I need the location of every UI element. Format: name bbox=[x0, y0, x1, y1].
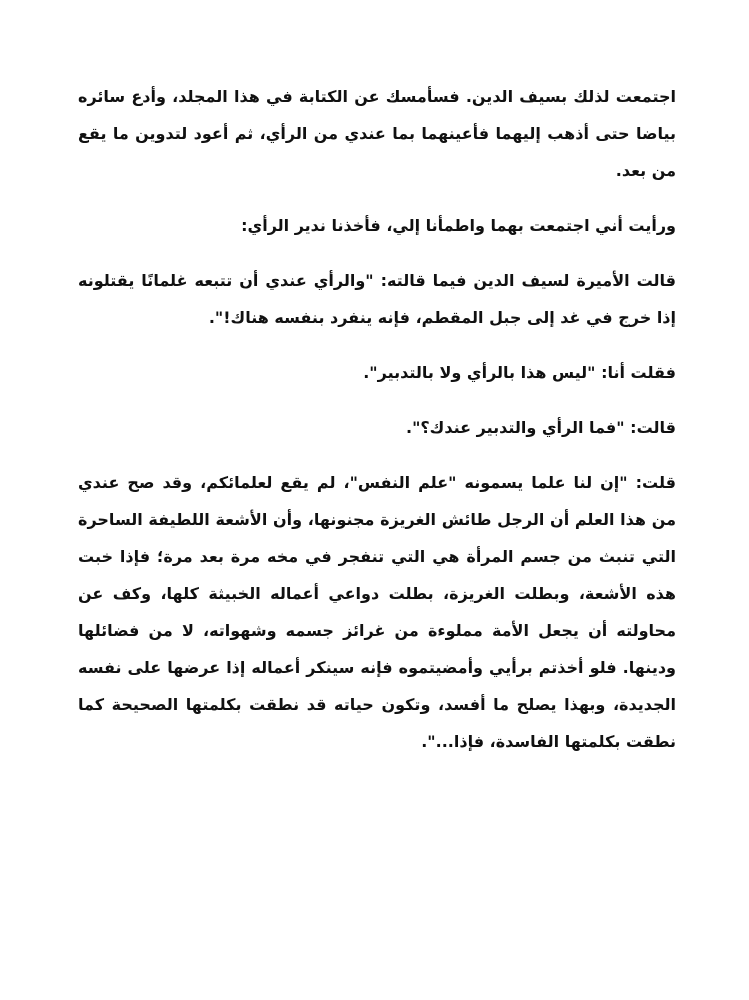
paragraph-5: قالت: "فما الرأي والتدبير عندك؟". bbox=[405, 418, 676, 437]
paragraph-4: فقلت أنا: "ليس هذا بالرأي ولا بالتدبير". bbox=[363, 363, 676, 382]
paragraph-6: قلت: "إن لنا علما يسمونه "علم النفس"، لم يقع لعلمائكم، وقد صح عندي من هذا العلم أن الرجل طائش الغريزة مجنونها، وأن الأشعة اللطيفة الساحرة التي تنبث من جسم المرأة هي التي تنفجر في مخه مرة بعد مرة؛ فإذا خبت هذه الأشعة، وبطلت الغريزة، بطلت دواعي أعماله الخبيثة كلها، وكف عن محاولته أن يجعل الأمة مملوءة من غرائز جسمه وشهواته، لا من فضائلها ودينها. فلو أخذتم برأيي وأمضيتموه فإنه سينكر أعماله إذا عرضها على نفسه الجديدة، وبهذا يصلح ما أفسد، وتكون حياته قد نطقت بكلمتها الصحيحة كما نطقت بكلمتها الفاسدة، فإذا...". bbox=[78, 473, 676, 751]
document-body bbox=[78, 78, 676, 760]
paragraph-1: اجتمعت لذلك بسيف الدين. فسأمسك عن الكتابة في هذا المجلد، وأدع سائره بياضا حتى أذهب إليهما فأعينهما بما عندي من الرأي، ثم أعود لتدوين ما يقع من بعد. bbox=[78, 87, 676, 180]
paragraph-2: ورأيت أني اجتمعت بهما واطمأنا إلي، فأخذنا ندير الرأي: bbox=[241, 216, 676, 235]
paragraph-3: قالت الأميرة لسيف الدين فيما قالته: "والرأي عندي أن تتبعه غلمانًا يقتلونه إذا خرج في غد إلى جبل المقطم، فإنه ينفرد بنفسه هناك!". bbox=[78, 271, 676, 327]
